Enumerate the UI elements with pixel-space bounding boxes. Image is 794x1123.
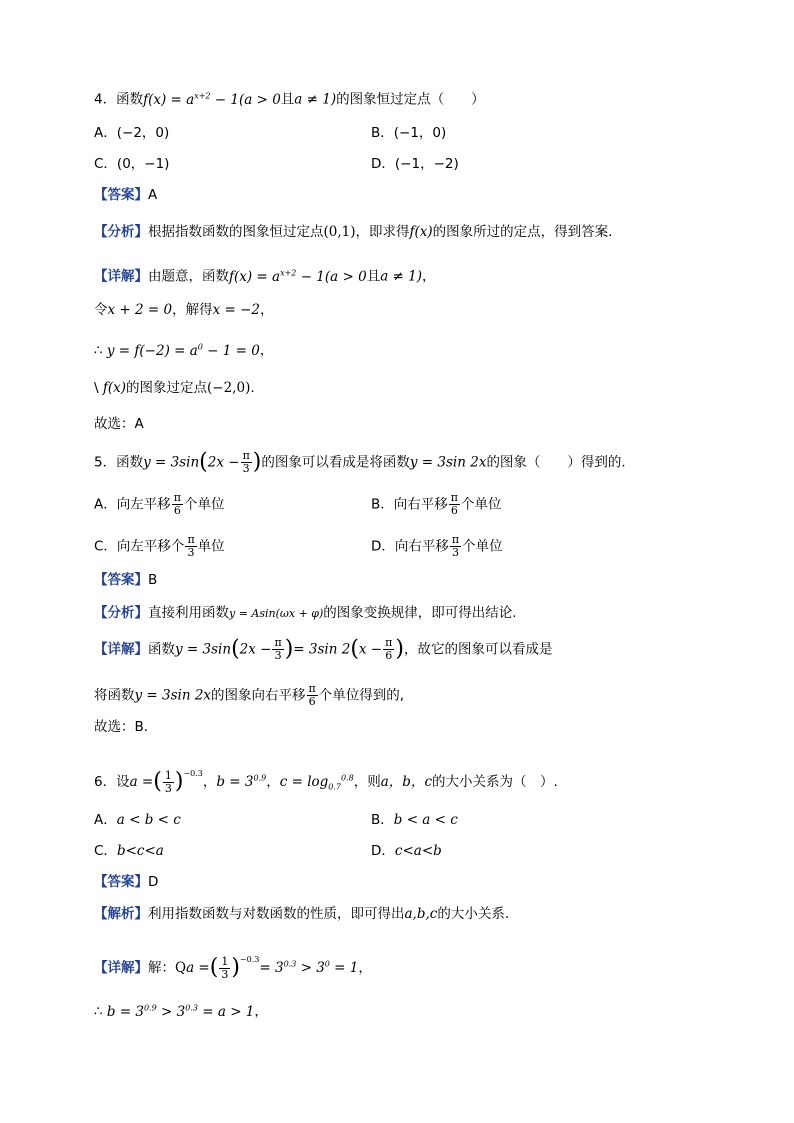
q6-answer: 【答案】D xyxy=(94,874,159,890)
q6-option-a[interactable]: A．a < b < c xyxy=(94,812,181,828)
q4-stem-suffix: 的图象恒过定点（ ） xyxy=(336,91,485,108)
q4-answer-value: A xyxy=(148,187,158,203)
analysis-tag: 【分析】 xyxy=(94,224,148,240)
q4-choose: 故选：A xyxy=(94,416,144,432)
q5-option-c[interactable]: C．向左平移个 $\frac{\pi}{3}$ 单位 xyxy=(94,533,225,559)
answer-tag: 【答案】 xyxy=(94,187,148,203)
q4-detail-line-3: ∴ $y = f(-2) = a^0 - 1 = 0$， xyxy=(94,342,274,359)
q6-analysis: 【解析】利用指数函数与对数函数的性质，即可得出a,b,c的大小关系. xyxy=(94,906,510,922)
q4-stem-prefix: 4．函数 xyxy=(94,91,144,108)
q6-option-b[interactable]: B．b < a < c xyxy=(371,812,458,828)
q4-detail-line-1: 【详解】由题意，函数$f(x) = a^{x+2} - 1(a > 0$且a ≠ 1)， xyxy=(94,268,436,285)
q6-stem: 6．设a =( $\frac{1}{3}$ )$^{-0.3}$，$b = 3^{0.9}$，$c = \log_{0.7}^{0.8}$，则a，b，c的大小关系为（ ）. xyxy=(94,768,558,795)
q6-option-d[interactable]: D．c<a<b xyxy=(371,843,442,859)
q5-option-a[interactable]: A．向左平移 $\frac{\pi}{6}$ 个单位 xyxy=(94,491,225,517)
q4-and: 且 xyxy=(280,91,295,108)
q5-answer: 【答案】B xyxy=(94,572,158,588)
q6-detail-line-2: ∴ $b = 3^{0.9} > 3^{0.3} = a > 1$， xyxy=(94,1003,268,1020)
q5-stem: 5．函数y = 3sin(2x − $\frac{\pi}{3}$ )的图象可以看成是将函数y = 3sin 2x的图象（ ）得到的. xyxy=(94,449,626,475)
q4-stem xyxy=(94,86,485,110)
q5-analysis: 【分析】直接利用函数y = Asin(ωx + φ)的图象变换规律，即可得出结论. xyxy=(94,605,517,621)
q4-formula: $f(x) = a^{x+2} - 1(a > 0$ xyxy=(143,91,281,108)
q4-option-a[interactable]: A．(−2，0) xyxy=(94,125,170,141)
q4-detail-line-2: 令x + 2 = 0，解得x = −2， xyxy=(94,302,274,318)
q5-choose: 故选：B． xyxy=(94,719,158,735)
q4-detail-line-4: \ f(x)的图象过定点(−2,0). xyxy=(94,380,255,396)
q5-detail-line-1: 【详解】函数y = 3sin(2x − $\frac{\pi}{3}$ )= 3sin 2(x − $\frac{\pi}{6}$ )，故它的图象可以看成是 xyxy=(94,636,553,662)
q6-detail-line-1: 【详解】解：Qa =( $\frac{1}{3}$ )$^{-0.3}= 3^{0.3} > 3^0 = 1$， xyxy=(94,954,372,981)
q6-option-c[interactable]: C．b<c<a xyxy=(94,843,164,859)
q4-option-d[interactable]: D．(−1，−2) xyxy=(371,156,459,172)
q4-option-c[interactable]: C．(0，−1) xyxy=(94,156,170,172)
q5-option-d[interactable]: D．向右平移 $\frac{\pi}{3}$ 个单位 xyxy=(371,533,503,559)
q4-option-b[interactable]: B．(−1，0) xyxy=(371,125,447,141)
q5-option-b[interactable]: B．向右平移 $\frac{\pi}{6}$ 个单位 xyxy=(371,491,502,517)
detail-tag: 【详解】 xyxy=(94,268,148,285)
q4-analysis: 【分析】根据指数函数的图象恒过定点(0,1)，即求得f(x)的图象所过的定点，得到答案. xyxy=(94,224,613,240)
q5-detail-line-2: 将函数y = 3sin 2x的图象向右平移 $\frac{\pi}{6}$ 个单位得到的, xyxy=(94,682,405,708)
q4-answer xyxy=(94,185,157,205)
q4-condition: a ≠ 1) xyxy=(294,91,337,108)
